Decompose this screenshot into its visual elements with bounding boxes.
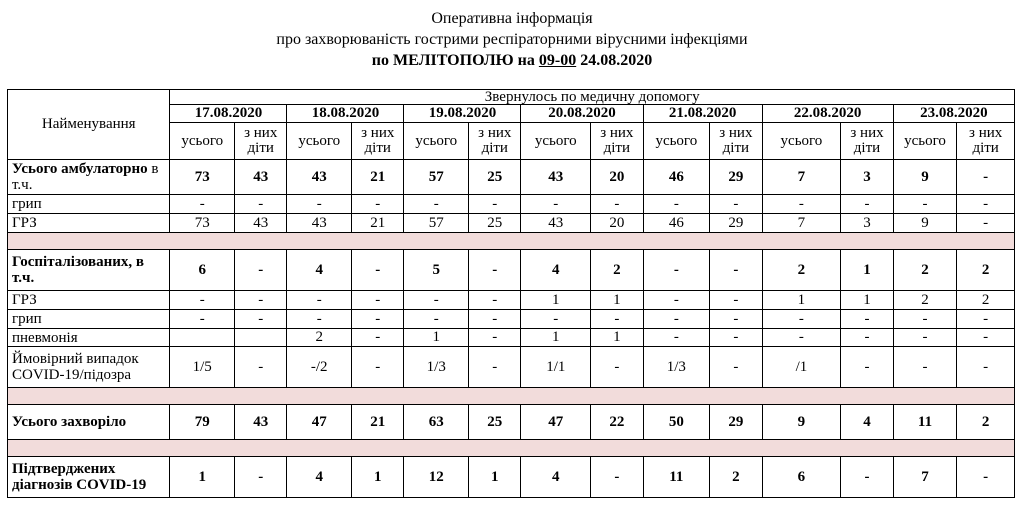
cell-total: - xyxy=(643,291,710,310)
row-hospitalized-grz xyxy=(8,291,1015,310)
cell-children: 2 xyxy=(957,405,1015,440)
cell-children: - xyxy=(957,457,1015,498)
cell-children: - xyxy=(352,250,404,291)
cell-total: - xyxy=(287,195,352,214)
cell-total: - xyxy=(762,195,841,214)
cell-children: 20 xyxy=(591,160,643,195)
cell-total: 63 xyxy=(404,405,469,440)
cell-children: - xyxy=(591,195,643,214)
cell-total: - xyxy=(643,329,710,347)
row-confirmed-covid xyxy=(8,457,1015,498)
cell-children: - xyxy=(957,329,1015,347)
cell-children: 43 xyxy=(235,214,287,233)
cell-children: 3 xyxy=(841,160,893,195)
cell-total: 57 xyxy=(404,160,469,195)
cell-children: - xyxy=(469,291,521,310)
cell-children: - xyxy=(469,329,521,347)
cell-total: 2 xyxy=(287,329,352,347)
cell-total: 9 xyxy=(893,214,957,233)
date-header: 17.08.2020 xyxy=(170,105,287,123)
cell-children: 43 xyxy=(235,405,287,440)
row-label-ambulatory-flu: грип xyxy=(8,195,170,214)
cell-children: - xyxy=(710,250,762,291)
cell-children: 29 xyxy=(710,160,762,195)
cell-total: - xyxy=(170,310,235,329)
cell-total: - xyxy=(404,291,469,310)
cell-children: - xyxy=(235,347,287,388)
cell-children: 43 xyxy=(235,160,287,195)
cell-children: - xyxy=(352,329,404,347)
cell-children xyxy=(235,329,287,347)
cell-children: 29 xyxy=(710,405,762,440)
cell-total: /1 xyxy=(762,347,841,388)
cell-total: - xyxy=(521,195,591,214)
cell-children: 3 xyxy=(841,214,893,233)
cell-children: 21 xyxy=(352,160,404,195)
subheader-children: з них діти xyxy=(710,123,762,160)
separator-row xyxy=(8,233,1015,250)
cell-total: 1/3 xyxy=(643,347,710,388)
separator-row xyxy=(8,388,1015,405)
cell-total: - xyxy=(643,250,710,291)
cell-total xyxy=(170,329,235,347)
cell-children: - xyxy=(469,250,521,291)
cell-total: - xyxy=(762,329,841,347)
row-ambulatory-flu xyxy=(8,195,1015,214)
row-label-hospitalized-flu: грип xyxy=(8,310,170,329)
cell-total: 46 xyxy=(643,214,710,233)
row-label-hospitalized-pneumonia: пневмонія xyxy=(8,329,170,347)
subheader-children: з них діти xyxy=(235,123,287,160)
header-location-date xyxy=(0,50,1024,71)
report-header xyxy=(0,0,1024,71)
cell-children: 2 xyxy=(591,250,643,291)
cell-total: 2 xyxy=(893,250,957,291)
cell-total: 47 xyxy=(521,405,591,440)
cell-total: 11 xyxy=(643,457,710,498)
cell-total: 79 xyxy=(170,405,235,440)
cell-children: - xyxy=(469,195,521,214)
cell-children: - xyxy=(710,195,762,214)
morbidity-table xyxy=(7,89,1015,498)
date-header: 20.08.2020 xyxy=(521,105,643,123)
cell-children: 21 xyxy=(352,405,404,440)
cell-children: - xyxy=(352,347,404,388)
cell-total: 5 xyxy=(404,250,469,291)
cell-children: - xyxy=(710,329,762,347)
cell-children: 22 xyxy=(591,405,643,440)
cell-total: 1/5 xyxy=(170,347,235,388)
cell-total: - xyxy=(170,195,235,214)
cell-total: 2 xyxy=(762,250,841,291)
cell-total: 9 xyxy=(762,405,841,440)
subheader-total: усього xyxy=(521,123,591,160)
subheader-children: з них діти xyxy=(352,123,404,160)
row-hospitalized xyxy=(8,250,1015,291)
cell-total: 4 xyxy=(521,250,591,291)
cell-total: 7 xyxy=(762,160,841,195)
header-title: Оперативна інформація xyxy=(431,10,593,27)
cell-total: - xyxy=(643,195,710,214)
cell-total: 1 xyxy=(404,329,469,347)
row-label-total-sick: Усього захворіло xyxy=(8,405,170,440)
cell-children: - xyxy=(235,250,287,291)
cell-children: - xyxy=(710,291,762,310)
row-label-confirmed-covid: Підтверджених діагнозів COVID-19 xyxy=(8,457,170,498)
subheader-children: з них діти xyxy=(841,123,893,160)
row-hospitalized-flu xyxy=(8,310,1015,329)
cell-children: 2 xyxy=(710,457,762,498)
cell-total: - xyxy=(893,347,957,388)
separator-cell xyxy=(8,233,1015,250)
cell-children: 25 xyxy=(469,160,521,195)
date-header: 22.08.2020 xyxy=(762,105,893,123)
row-label-total-ambulatory xyxy=(8,160,170,195)
row-label-total-ambulatory-bold: Усього амбулаторно xyxy=(12,161,148,177)
name-column-header: Найменування xyxy=(8,90,170,160)
cell-total: 73 xyxy=(170,160,235,195)
row-total-sick xyxy=(8,405,1015,440)
cell-total: - xyxy=(893,329,957,347)
row-label-hospitalized: Госпіталізованих, в т.ч. xyxy=(8,250,170,291)
separator-row xyxy=(8,440,1015,457)
cell-total: 57 xyxy=(404,214,469,233)
cell-total: - xyxy=(404,310,469,329)
cell-total: 1 xyxy=(521,291,591,310)
separator-cell xyxy=(8,388,1015,405)
cell-total: -/2 xyxy=(287,347,352,388)
cell-children: 21 xyxy=(352,214,404,233)
date-header: 21.08.2020 xyxy=(643,105,762,123)
cell-children: 1 xyxy=(352,457,404,498)
cell-children: - xyxy=(591,347,643,388)
cell-children: 1 xyxy=(841,250,893,291)
cell-total: - xyxy=(893,195,957,214)
cell-total: 47 xyxy=(287,405,352,440)
cell-children: - xyxy=(841,457,893,498)
cell-total: 2 xyxy=(893,291,957,310)
cell-children: - xyxy=(957,195,1015,214)
cell-children: - xyxy=(957,310,1015,329)
cell-total: - xyxy=(521,310,591,329)
cell-children: 25 xyxy=(469,405,521,440)
cell-total: 1 xyxy=(170,457,235,498)
cell-children: - xyxy=(352,310,404,329)
cell-total: 50 xyxy=(643,405,710,440)
subheader-total: усього xyxy=(893,123,957,160)
cell-children: 29 xyxy=(710,214,762,233)
cell-children: 1 xyxy=(591,329,643,347)
cell-children: - xyxy=(957,214,1015,233)
cell-children: - xyxy=(352,291,404,310)
date-header: 19.08.2020 xyxy=(404,105,521,123)
date-header: 23.08.2020 xyxy=(893,105,1014,123)
cell-children: 20 xyxy=(591,214,643,233)
cell-total: 1/1 xyxy=(521,347,591,388)
subheader-children: з них діти xyxy=(957,123,1015,160)
cell-total: 12 xyxy=(404,457,469,498)
cell-children: - xyxy=(591,310,643,329)
cell-total: - xyxy=(404,195,469,214)
cell-total: 4 xyxy=(521,457,591,498)
cell-total: 7 xyxy=(762,214,841,233)
subheader-total: усього xyxy=(404,123,469,160)
subheader-children: з них діти xyxy=(469,123,521,160)
cell-total: 73 xyxy=(170,214,235,233)
header-date: 24.08.2020 xyxy=(576,52,653,69)
subheader-children: з них діти xyxy=(591,123,643,160)
subheader-total: усього xyxy=(762,123,841,160)
cell-total: 1 xyxy=(762,291,841,310)
cell-total: 9 xyxy=(893,160,957,195)
subheader-total: усього xyxy=(643,123,710,160)
cell-children: - xyxy=(591,457,643,498)
row-hospitalized-covid-suspected xyxy=(8,347,1015,388)
cell-children: - xyxy=(957,160,1015,195)
cell-children: - xyxy=(469,310,521,329)
cell-children: - xyxy=(469,347,521,388)
cell-total: - xyxy=(762,310,841,329)
subheader-total: усього xyxy=(287,123,352,160)
cell-children: - xyxy=(841,329,893,347)
row-label-total-ambulatory-tail: в т.ч. xyxy=(12,161,159,193)
row-hospitalized-pneumonia xyxy=(8,329,1015,347)
cell-total: 4 xyxy=(287,250,352,291)
row-label-covid-suspected: Ймовірний випадок COVID-19/підозра xyxy=(8,347,170,388)
row-label-hospitalized-grz: ГРЗ xyxy=(8,291,170,310)
cell-total: 6 xyxy=(170,250,235,291)
cell-total: - xyxy=(170,291,235,310)
header-time: 09-00 xyxy=(538,52,577,69)
cell-children: - xyxy=(710,310,762,329)
cell-children: 2 xyxy=(957,250,1015,291)
date-header: 18.08.2020 xyxy=(287,105,404,123)
cell-total: - xyxy=(893,310,957,329)
cell-total: 1/3 xyxy=(404,347,469,388)
cell-total: 43 xyxy=(287,214,352,233)
cell-children: - xyxy=(235,457,287,498)
cell-total: 46 xyxy=(643,160,710,195)
cell-total: 1 xyxy=(521,329,591,347)
cell-total: 4 xyxy=(287,457,352,498)
header-subtitle: про захворюваність гострими респіраторними вірусними інфекціями xyxy=(276,31,748,48)
cell-total: - xyxy=(643,310,710,329)
cell-children: - xyxy=(235,195,287,214)
group-header: Звернулось по медичну допомогу xyxy=(170,90,1015,105)
header-location: по МЕЛІТОПОЛЮ на xyxy=(371,52,539,69)
cell-children: - xyxy=(235,291,287,310)
cell-total: 43 xyxy=(521,160,591,195)
row-label-ambulatory-grz: ГРЗ xyxy=(8,214,170,233)
cell-children: 1 xyxy=(469,457,521,498)
cell-children: 1 xyxy=(591,291,643,310)
cell-children: 25 xyxy=(469,214,521,233)
cell-total: - xyxy=(287,291,352,310)
cell-children: 1 xyxy=(841,291,893,310)
subheader-total: усього xyxy=(170,123,235,160)
cell-total: 43 xyxy=(287,160,352,195)
cell-children: 4 xyxy=(841,405,893,440)
row-ambulatory-grz xyxy=(8,214,1015,233)
cell-children: - xyxy=(710,347,762,388)
cell-total: 11 xyxy=(893,405,957,440)
cell-children: - xyxy=(841,310,893,329)
cell-children: 2 xyxy=(957,291,1015,310)
cell-children: - xyxy=(352,195,404,214)
cell-total: 6 xyxy=(762,457,841,498)
cell-children: - xyxy=(841,195,893,214)
cell-total: - xyxy=(287,310,352,329)
cell-children: - xyxy=(841,347,893,388)
cell-total: 7 xyxy=(893,457,957,498)
cell-children: - xyxy=(235,310,287,329)
cell-children: - xyxy=(957,347,1015,388)
separator-cell xyxy=(8,440,1015,457)
cell-total: 43 xyxy=(521,214,591,233)
row-total-ambulatory xyxy=(8,160,1015,195)
